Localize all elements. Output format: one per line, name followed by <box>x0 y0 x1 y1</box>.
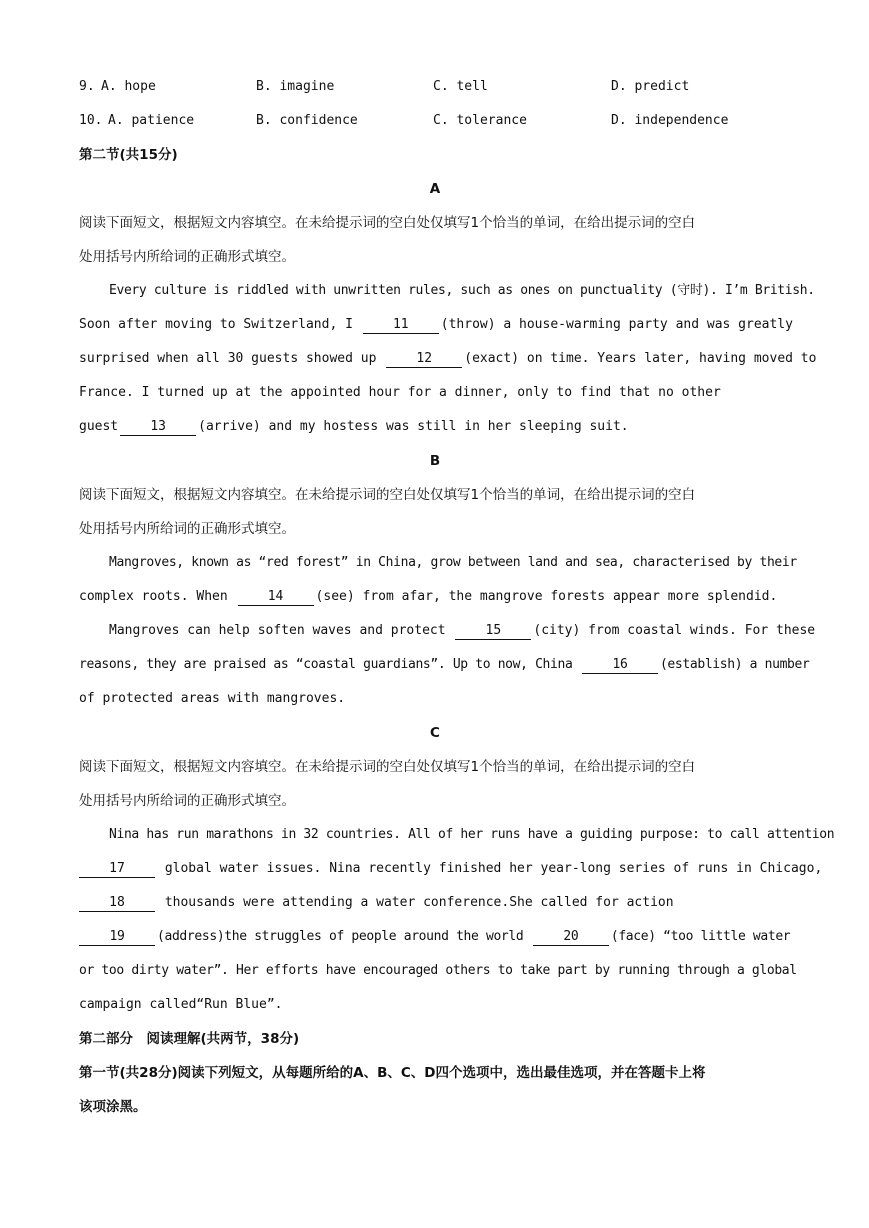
passage-b-instruction-1: 阅读下面短文，根据短文内容填空。在未给提示词的空白处仅填写1个恰当的单词，在给出提示词的空白 <box>79 487 696 503</box>
question-10-options <box>79 104 791 138</box>
passage-b-line-5: of protected areas with mangroves. <box>79 691 346 706</box>
passage-a-line-4: France. I turned up at the appointed hour for a dinner, only to find that no other <box>79 385 721 400</box>
blank-12[interactable]: 12 <box>386 351 462 368</box>
passage-b-label: B <box>429 453 441 469</box>
section-1-heading-line-1: 第一节(共28分)阅读下列短文，从每题所给的A、B、C、D四个选项中，选出最佳选项，并在答题卡上将 <box>79 1065 706 1081</box>
text-segment: (address)the struggles of people around the world <box>157 929 524 944</box>
passage-c-line-5: or too dirty water”. Her efforts have encouraged others to take part by running through a global <box>79 963 797 978</box>
q9-option-c: C. tell <box>433 79 488 94</box>
passage-b-line-1: Mangroves, known as “red forest” in China, grow between land and sea, characterised by their <box>109 555 797 570</box>
text-segment: guest <box>79 419 119 434</box>
passage-b-line-4 <box>79 648 810 682</box>
passage-c-instruction-1: 阅读下面短文，根据短文内容填空。在未给提示词的空白处仅填写1个恰当的单词，在给出提示词的空白 <box>79 759 696 775</box>
q10-option-c: C. tolerance <box>433 113 527 128</box>
passage-c-instruction-2: 处用括号内所给词的正确形式填空。 <box>79 793 295 809</box>
passage-a-line-2 <box>79 308 791 342</box>
part-2-heading: 第二部分 阅读理解(共两节，38分) <box>79 1031 300 1047</box>
q9-option-b: B. imagine <box>256 79 335 94</box>
text-segment: (see) from afar, the mangrove forests appear more splendid. <box>315 589 778 604</box>
q10-option-a: A. patience <box>108 113 195 128</box>
text-segment: (throw) a house-warming party and was greatly <box>440 317 793 332</box>
passage-a-instruction-1: 阅读下面短文，根据短文内容填空。在未给提示词的空白处仅填写1个恰当的单词，在给出提示词的空白 <box>79 215 696 231</box>
passage-c-line-6: campaign called“Run Blue”. <box>79 997 283 1012</box>
passage-c-line-1: Nina has run marathons in 32 countries. All of her runs have a guiding purpose: to call attention <box>109 827 835 842</box>
q9-option-d: D. predict <box>611 79 690 94</box>
blank-14[interactable]: 14 <box>238 589 314 606</box>
blank-15[interactable]: 15 <box>455 623 531 640</box>
text-segment: (arrive) and my hostess was still in her sleeping suit. <box>198 419 629 434</box>
text-segment: Soon after moving to Switzerland, I <box>79 317 353 332</box>
text-segment: global water issues. Nina recently finished her year-long series of runs in Chicago, <box>164 861 823 876</box>
q9-option-a: A. hope <box>101 79 156 94</box>
question-9-options <box>79 70 791 104</box>
text-segment: (exact) on time. Years later, having moved to <box>464 351 817 366</box>
blank-20[interactable]: 20 <box>533 929 609 946</box>
blank-11[interactable]: 11 <box>363 317 439 334</box>
passage-a-instruction-2: 处用括号内所给词的正确形式填空。 <box>79 249 295 265</box>
blank-18[interactable]: 18 <box>79 895 155 912</box>
passage-c-line-2 <box>79 852 823 886</box>
passage-a-label: A <box>429 181 441 197</box>
passage-b-line-3 <box>79 614 816 648</box>
passage-c-line-3 <box>79 886 791 920</box>
q10-option-d: D. independence <box>611 113 729 128</box>
blank-17[interactable]: 17 <box>79 861 155 878</box>
text-segment: complex roots. When <box>79 589 228 604</box>
section-2-heading: 第二节(共15分) <box>79 147 178 163</box>
q10-option-b: B. confidence <box>256 113 358 128</box>
text-segment: (city) from coastal winds. For these <box>533 623 816 638</box>
blank-19[interactable]: 19 <box>79 929 155 946</box>
passage-c-label: C <box>430 725 440 741</box>
passage-a-line-1: Every culture is riddled with unwritten rules, such as ones on punctuality (守时). I’m British. <box>109 283 815 298</box>
passage-a-line-3 <box>79 342 817 376</box>
text-segment: surprised when all 30 guests showed up <box>79 351 377 366</box>
blank-13[interactable]: 13 <box>120 419 196 436</box>
blank-16[interactable]: 16 <box>582 657 658 674</box>
section-1-heading-line-2: 该项涂黑。 <box>79 1099 147 1115</box>
text-segment: reasons, they are praised as “coastal guardians”. Up to now, China <box>79 657 573 672</box>
q10-number: 10. <box>79 113 103 128</box>
text-segment: (face) “too little water <box>610 929 791 944</box>
text-segment: Mangroves can help soften waves and protect <box>109 623 446 638</box>
text-segment: thousands were attending a water conference.She called for action <box>164 895 674 910</box>
passage-b-instruction-2: 处用括号内所给词的正确形式填空。 <box>79 521 295 537</box>
exam-page <box>79 70 835 1124</box>
passage-a-line-5 <box>79 410 791 444</box>
passage-c-line-4 <box>79 920 791 954</box>
q9-number: 9. <box>79 79 95 94</box>
text-segment: (establish) a number <box>659 657 810 672</box>
passage-b-line-2 <box>79 580 791 614</box>
